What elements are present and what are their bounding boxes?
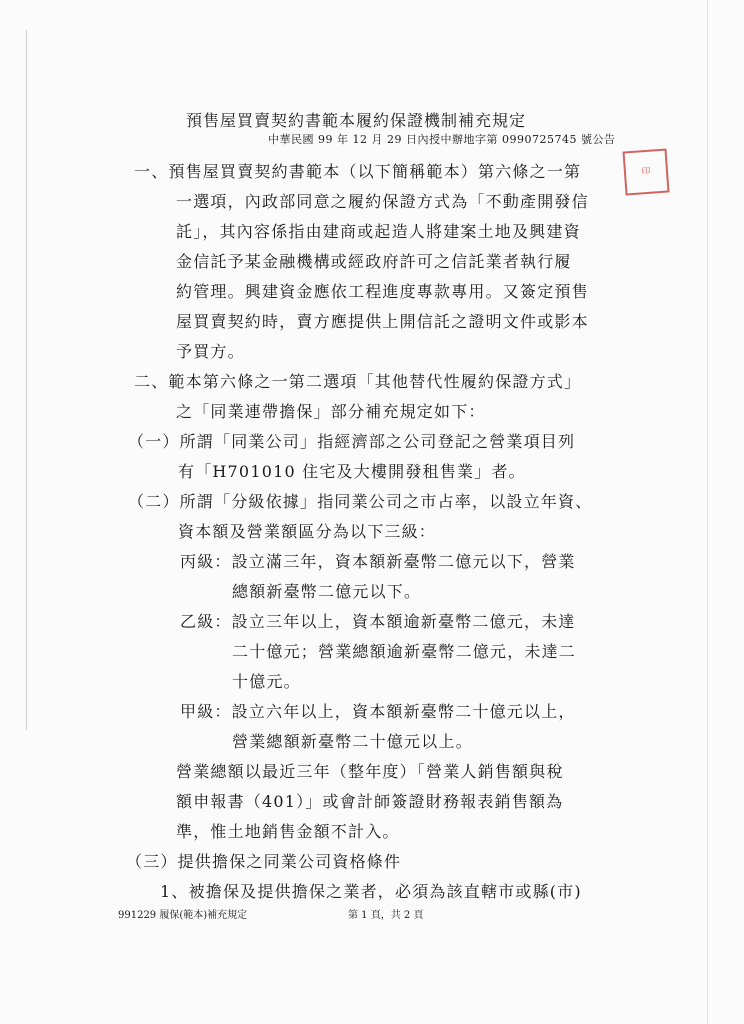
body-line: 營業總額新臺幣二十億元以上。 (232, 732, 473, 751)
body-line: 一、預售屋買賣契約書範本（以下簡稱範本）第六條之一第 (134, 162, 582, 181)
body-line: 十億元。 (232, 672, 301, 691)
body-line: 營業總額以最近三年（整年度）「營業人銷售額與稅 (176, 762, 564, 781)
document-title: 預售屋買賣契約書範本履約保證機制補充規定 (186, 111, 527, 130)
body-line: （二）所謂「分級依據」指同業公司之市占率，以設立年資、 (128, 492, 593, 511)
page-edge-right (707, 0, 708, 1024)
body-line: 予買方。 (176, 342, 245, 361)
body-line: 約管理。興建資金應依工程進度專款專用。又簽定預售 (176, 282, 589, 301)
footer-page-number: 第 1 頁，共 2 頁 (348, 910, 424, 921)
body-line: 甲級：設立六年以上，資本額新臺幣二十億元以上， (180, 702, 576, 721)
body-line: （一）所謂「同業公司」指經濟部之公司登記之營業項目列 (128, 432, 576, 451)
body-line: 1、被擔保及提供擔保之業者，必須為該直轄市或縣(市) (160, 882, 582, 901)
body-line: 之「同業連帶擔保」部分補充規定如下： (176, 402, 486, 421)
body-line: 有「H701010 住宅及大樓開發租售業」者。 (178, 462, 526, 481)
red-seal-stamp: 印 (623, 149, 670, 196)
body-line: 二、範本第六條之一第二選項「其他替代性履約保證方式」 (134, 372, 582, 391)
footer-doc-id: 991229 履保(範本)補充規定 (118, 910, 248, 921)
body-line: 屋買賣契約時，賣方應提供上開信託之證明文件或影本 (176, 312, 589, 331)
body-line: 託」，其內容係指由建商或起造人將建案土地及興建資 (176, 222, 581, 241)
body-line: 總額新臺幣二億元以下。 (232, 582, 422, 601)
document-subtitle: 中華民國 99 年 12 月 29 日內授中辦地字第 0990725745 號公告 (268, 133, 616, 146)
body-line: 丙級：設立滿三年，資本額新臺幣二億元以下，營業 (180, 552, 576, 571)
body-line: （三）提供擔保之同業公司資格條件 (126, 852, 402, 871)
body-line: 金信託予某金融機構或經政府許可之信託業者執行履 (176, 252, 572, 271)
body-line: 二十億元；營業總額逾新臺幣二億元，未達二 (232, 642, 577, 661)
page-edge-left (26, 30, 27, 730)
body-line: 額申報書（401）」或會計師簽證財務報表銷售額為 (176, 792, 564, 811)
body-line: 準，惟土地銷售金額不計入。 (176, 822, 400, 841)
body-line: 乙級：設立三年以上，資本額逾新臺幣二億元，未達 (180, 612, 576, 631)
body-line: 資本額及營業額區分為以下三級： (178, 522, 437, 541)
body-line: 一選項，內政部同意之履約保證方式為「不動產開發信 (176, 192, 589, 211)
